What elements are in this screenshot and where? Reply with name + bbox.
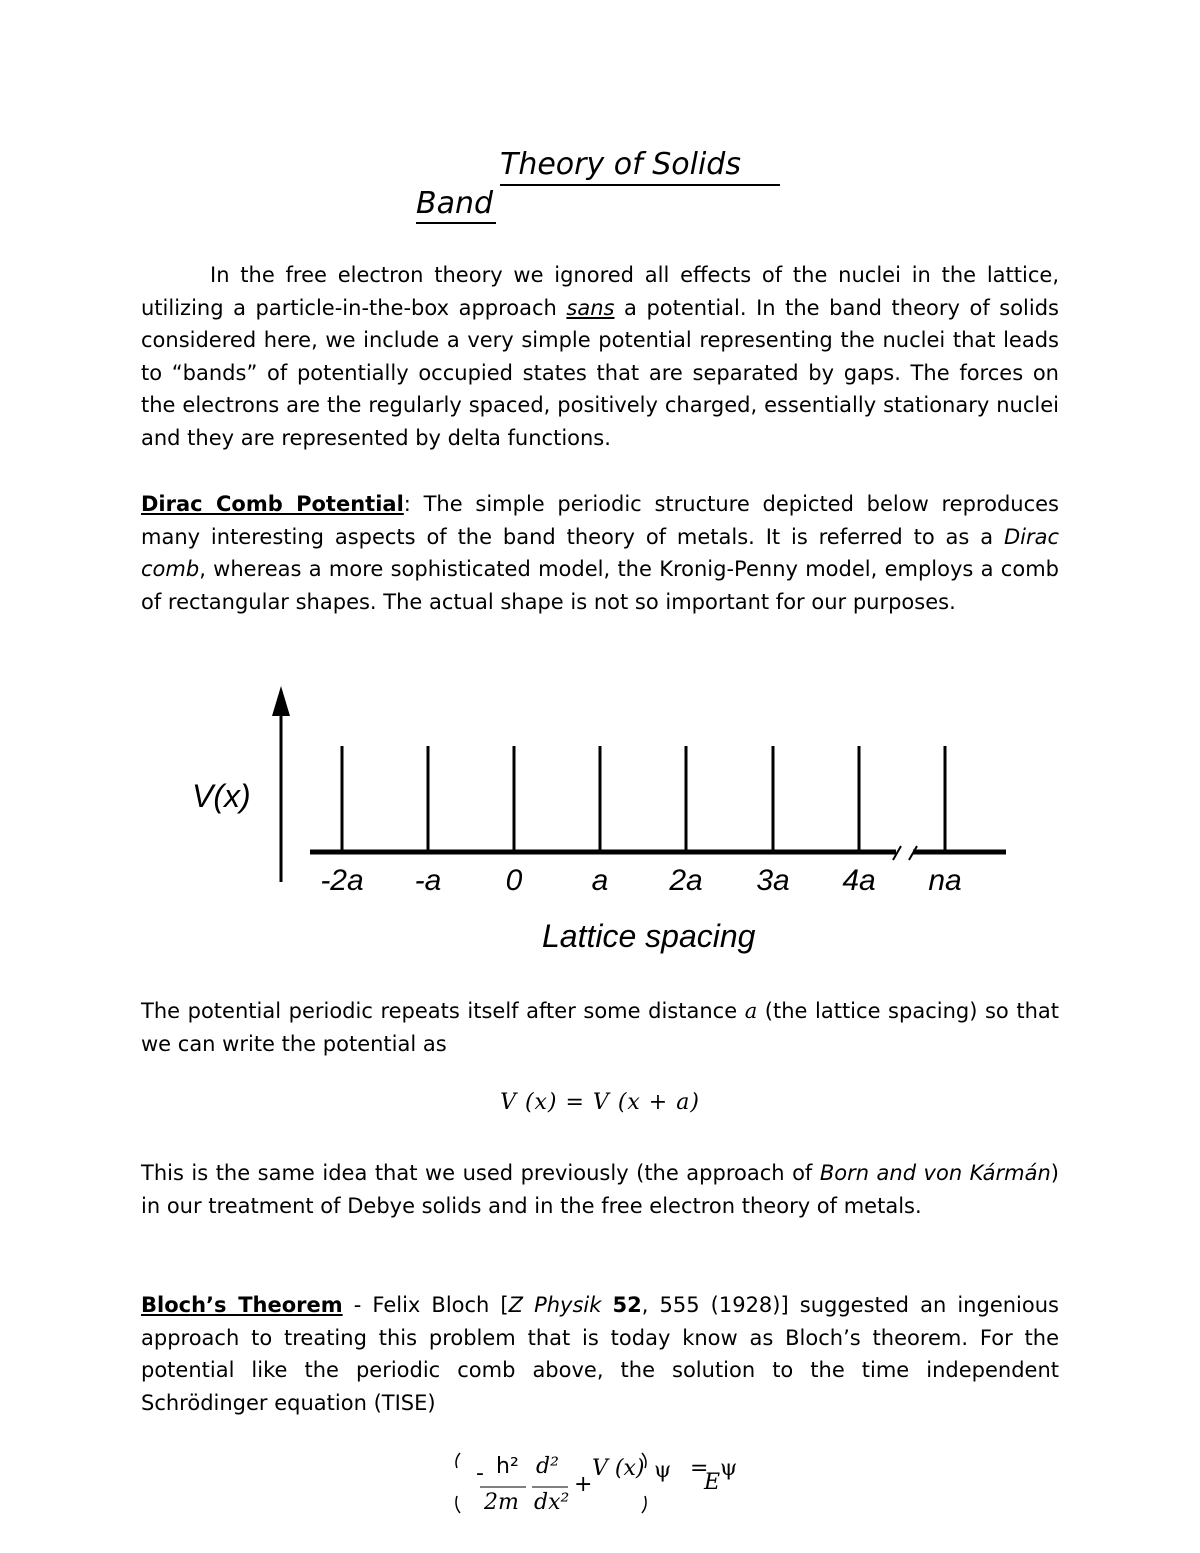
tick-label: 0: [505, 864, 523, 897]
x-axis-title: Lattice spacing: [542, 918, 756, 954]
intro-rest: a potential. In the band theory of solids considered here, we include a very simple potential representing the nuclei that leads to “bands” of potentially occupied states that are separated by gaps. The forces on the electrons are the regularly spaced, positively charged, essentially stationary nuclei and they are represented by delta functions.: [141, 295, 1059, 450]
intro-sans: sans: [566, 295, 615, 320]
eq-minus: -: [476, 1461, 484, 1486]
bloch-text1: - Felix Bloch [: [342, 1293, 509, 1317]
dirac-comb-term: Dirac comb: [141, 524, 1059, 582]
dirac-comb-figure: [180, 676, 1020, 966]
eq-2m: 2m: [484, 1490, 519, 1515]
eq-d-squared: d²: [536, 1454, 559, 1479]
tick-label: na: [928, 864, 962, 897]
dirac-colon: :: [403, 492, 411, 516]
dirac-paragraph: [141, 488, 1059, 618]
tick-label: 4a: [842, 864, 876, 897]
tick-label: 2a: [669, 864, 703, 897]
title-theory-of-solids: Theory of Solids: [500, 146, 780, 186]
eq-hbar-squared: h²: [496, 1454, 519, 1479]
intro-text: In the free electron theory we ignored all effects of the nuclei in the lattice, utilizing a particle-in-the-box approach: [141, 263, 1059, 320]
born-paragraph: [141, 1157, 1059, 1222]
bloch-heading: Bloch’s Theorem: [141, 1293, 343, 1317]
bloch-paragraph: [141, 1289, 1059, 1419]
eq-energy: E: [704, 1470, 721, 1495]
tick-label: -2a: [320, 864, 364, 897]
periodic-text2: (the lattice spacing) so that we can write the potential as: [141, 999, 1059, 1056]
left-paren-top: [456, 1453, 460, 1468]
dirac-heading: Dirac Comb Potential: [141, 492, 404, 516]
y-axis-arrow: [272, 686, 290, 716]
tick-label: -a: [414, 864, 442, 897]
tick-label: a: [591, 864, 609, 897]
title-band: Band: [416, 186, 496, 224]
bloch-text2: , 555 (1928)] suggested an ingenious approach to treating this problem that is today know as Bloch’s theorem. For the potential like the periodic comb above, the solution to the time independent Schrödinger equation (TISE): [141, 1293, 1059, 1415]
tick-label: 3a: [756, 864, 790, 897]
dirac-text2: , whereas a more sophisticated model, the Kronig-Penny model, employs a comb of rectangular shapes. The actual shape is not so important for our purposes.: [141, 557, 1059, 614]
bloch-journal: Z Physik: [508, 1293, 602, 1317]
delta-spikes: [342, 746, 945, 852]
born-text1: This is the same idea that we used previously (the approach of: [141, 1161, 820, 1185]
born-names: Born and von Kármán: [819, 1161, 1051, 1185]
dirac-text1: The simple periodic structure depicted below reproduces many interesting aspects of the band theory of metals. It is referred to as a: [141, 492, 1059, 549]
eq-psi: ψ: [654, 1458, 672, 1483]
right-paren-bottom: [642, 1496, 646, 1513]
bloch-volume: 52: [612, 1293, 642, 1317]
periodic-paragraph: [141, 995, 1059, 1060]
intro-paragraph: [141, 259, 1059, 455]
eq-equals: =: [690, 1456, 709, 1481]
equation-periodic-potential: V (x) = V (x + a): [500, 1090, 700, 1115]
periodic-text1: The potential periodic repeats itself after some distance: [141, 999, 745, 1023]
born-text2: ) in our treatment of Debye solids and in the free electron theory of metals.: [141, 1161, 1059, 1218]
eq-psi-right: ψ: [720, 1456, 738, 1481]
left-paren-bottom: [456, 1496, 460, 1513]
eq-dx-squared: dx²: [534, 1490, 570, 1515]
periodic-var: a: [744, 999, 758, 1023]
y-axis-label: V(x): [192, 778, 251, 814]
eq-plus: +: [574, 1472, 593, 1497]
equation-tise: [452, 1450, 772, 1520]
eq-potential: V (x): [592, 1456, 645, 1481]
